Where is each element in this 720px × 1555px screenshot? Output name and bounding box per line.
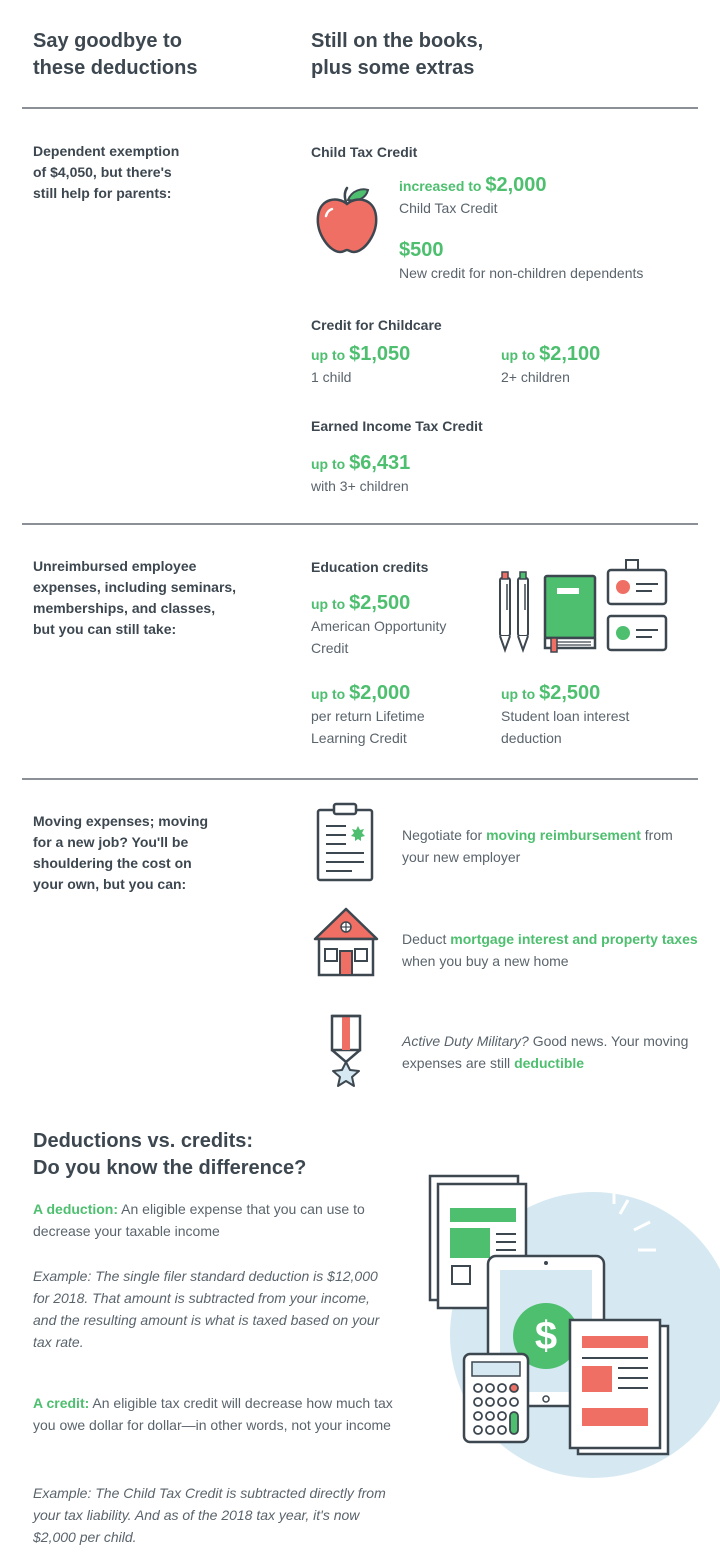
- dependent-credit-amount: [399, 239, 643, 284]
- left-text-line: but you can still take:: [33, 621, 177, 637]
- child-tax-credit-heading: Child Tax Credit: [311, 144, 418, 160]
- amount-description: American Opportunity: [311, 618, 447, 634]
- deduction-example: Example: The single filer standard deduction is $12,000 for 2018. That amount is subtracted from your income, and the resulting amount is what is taxed based on your tax rate.: [33, 1268, 380, 1350]
- left-text-line: still help for parents:: [33, 185, 172, 201]
- eitc-heading: Earned Income Tax Credit: [311, 418, 483, 434]
- definition-text: An eligible expense that you can use to decrease your taxable income: [33, 1201, 365, 1239]
- amount-value: $6,431: [349, 452, 411, 474]
- italic-text: Active Duty Military?: [402, 1033, 529, 1049]
- book-icon: [543, 574, 599, 658]
- amount-description: deduction: [501, 730, 562, 746]
- dollar-sign: $: [534, 1314, 558, 1358]
- amount-description: per return Lifetime: [311, 708, 425, 724]
- left-text-line: for a new job? You'll be: [33, 834, 189, 850]
- amount-description: 1 child: [311, 369, 352, 385]
- left-text-line: shouldering the cost on: [33, 855, 192, 871]
- credit-definition: [33, 1392, 393, 1436]
- child-tax-credit-amount: [399, 174, 547, 219]
- right-column-heading: [311, 28, 483, 82]
- left-text-line: Unreimbursed employee: [33, 558, 197, 574]
- deduction-definition: [33, 1198, 393, 1242]
- amount-description: 2+ children: [501, 369, 570, 385]
- text-segment: from your new employer: [402, 827, 673, 865]
- amount-value: $2,500: [349, 592, 411, 614]
- house-icon: [313, 905, 379, 977]
- text-segment: when you buy a new home: [402, 953, 569, 969]
- id-cards-icon: [606, 560, 670, 656]
- amount-description: New credit for non-children dependents: [399, 265, 644, 281]
- term-label: A deduction:: [33, 1201, 119, 1217]
- term-label: A credit:: [33, 1395, 90, 1411]
- text-segment: Negotiate for: [402, 827, 487, 843]
- amount-value: $2,000: [485, 174, 547, 196]
- amount-prefix: up to: [311, 686, 350, 702]
- credit-example: Example: The Child Tax Credit is subtracted directly from your tax liability. And as of the 2018 tax year, it's now $2,000 per child.: [33, 1485, 386, 1545]
- childcare-one-child: [311, 343, 410, 388]
- heading-line: Deductions vs. credits:: [33, 1130, 254, 1152]
- moving-expenses-text: [33, 811, 278, 895]
- text-segment: Good news. Your moving expenses are still: [402, 1033, 689, 1071]
- highlight-text: deductible: [514, 1055, 585, 1071]
- divider: [22, 778, 698, 780]
- unreimbursed-expenses-text: [33, 556, 278, 640]
- divider: [22, 107, 698, 109]
- american-opportunity-credit: [311, 592, 446, 659]
- dependent-exemption-text: [33, 141, 278, 204]
- clipboard-icon: [316, 802, 374, 882]
- amount-description: Learning Credit: [311, 730, 407, 746]
- amount-prefix: up to: [311, 596, 350, 612]
- left-text-line: of $4,050, but there's: [33, 164, 172, 180]
- childcare-heading: Credit for Childcare: [311, 317, 442, 333]
- student-loan-interest-deduction: [501, 682, 629, 749]
- left-text-line: expenses, including seminars,: [33, 579, 237, 595]
- left-text-line: your own, but you can:: [33, 876, 187, 892]
- amount-value: $2,000: [349, 682, 411, 704]
- left-column-heading: [33, 28, 197, 82]
- amount-prefix: up to: [311, 456, 350, 472]
- left-text-line: Moving expenses; moving: [33, 813, 209, 829]
- amount-prefix: up to: [501, 686, 540, 702]
- education-credits-heading: Education credits: [311, 559, 429, 575]
- moving-reimbursement-text: [402, 824, 702, 868]
- amount-description: Child Tax Credit: [399, 200, 498, 216]
- right-heading-line: Still on the books,: [311, 30, 484, 52]
- left-heading-line: Say goodbye to: [33, 30, 182, 52]
- pens-icon: [497, 570, 537, 654]
- mortgage-interest-text: [402, 928, 702, 972]
- heading-line: Do you know the difference?: [33, 1157, 307, 1179]
- highlight-text: mortgage interest and property taxes: [450, 931, 698, 947]
- childcare-two-children: [501, 343, 600, 388]
- text-segment: Deduct: [402, 931, 451, 947]
- amount-prefix: increased to: [399, 178, 486, 194]
- amount-value: $2,100: [539, 343, 601, 365]
- military-moving-text: [402, 1030, 702, 1074]
- apple-icon: [314, 186, 380, 256]
- highlight-text: moving reimbursement: [486, 827, 641, 843]
- right-heading-line: plus some extras: [311, 57, 475, 79]
- divider: [22, 523, 698, 525]
- amount-value: $2,500: [539, 682, 601, 704]
- amount-value: $500: [399, 239, 444, 261]
- amount-prefix: up to: [501, 347, 540, 363]
- medal-icon: [328, 1012, 364, 1092]
- lifetime-learning-credit: [311, 682, 425, 749]
- left-heading-line: these deductions: [33, 57, 198, 79]
- left-text-line: Dependent exemption: [33, 143, 180, 159]
- amount-description: Student loan interest: [501, 708, 630, 724]
- eitc-amount: [311, 452, 410, 497]
- amount-value: $1,050: [349, 343, 411, 365]
- amount-prefix: up to: [311, 347, 350, 363]
- amount-description: Credit: [311, 640, 349, 656]
- definition-text: An eligible tax credit will decrease how much tax you owe dollar for dollar—in other words, not your income: [33, 1395, 393, 1433]
- deductions-vs-credits-heading: [33, 1128, 306, 1182]
- left-text-line: memberships, and classes,: [33, 600, 216, 616]
- amount-description: with 3+ children: [311, 478, 409, 494]
